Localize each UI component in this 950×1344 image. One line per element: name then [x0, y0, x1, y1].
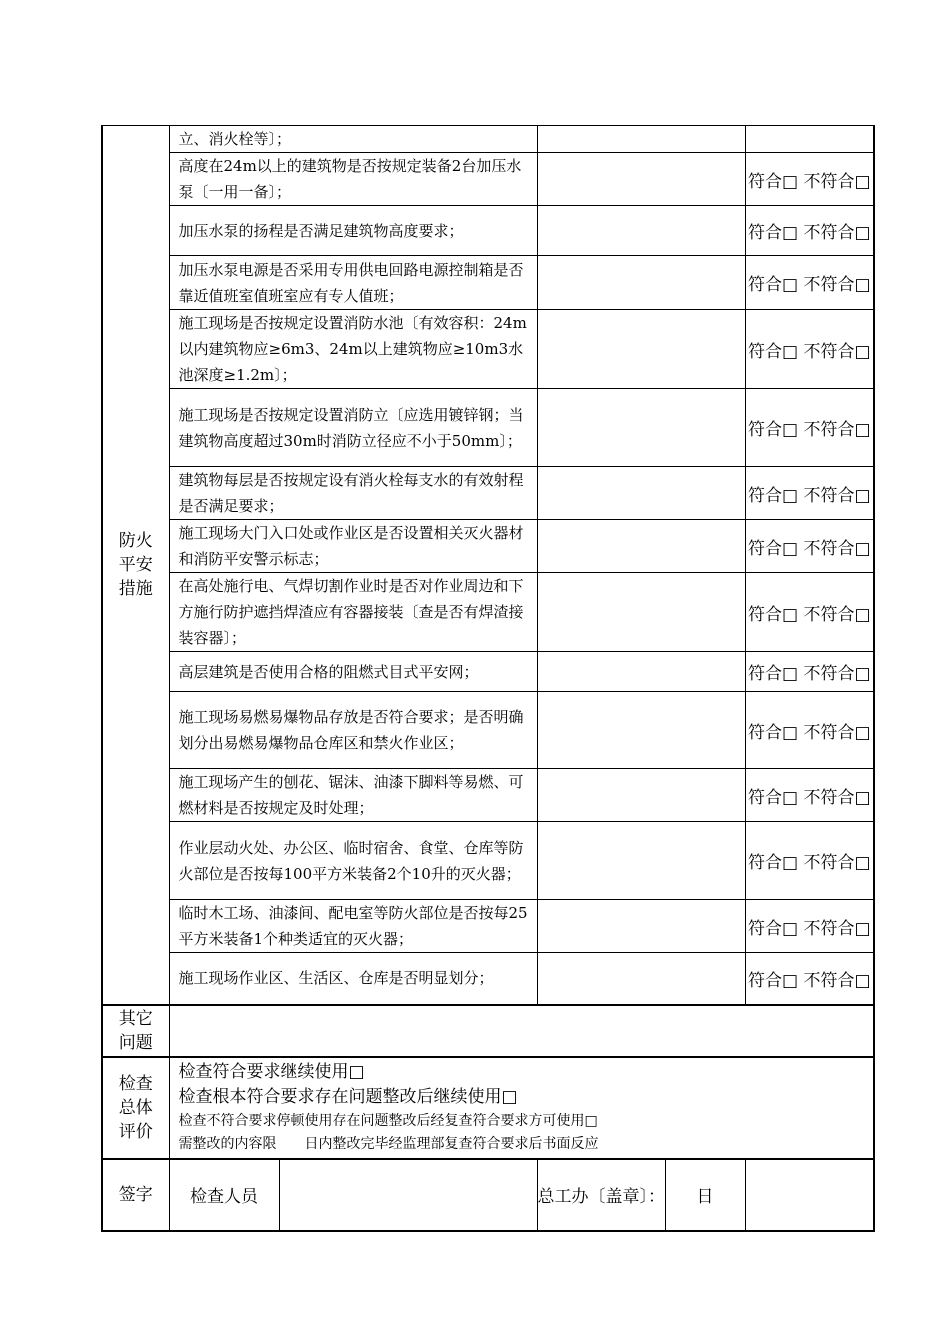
other-issues-label: 其它 问题: [102, 1005, 169, 1057]
fire-check-item: 高层建筑是否使用合格的阻燃式目式平安网；: [169, 652, 537, 692]
fire-check-result[interactable]: 符合□ 不符合□: [745, 953, 874, 1005]
fire-check-result[interactable]: [745, 126, 874, 153]
fire-check-row: [102, 310, 874, 389]
fire-check-row: [102, 692, 874, 769]
fire-check-remark[interactable]: [537, 953, 745, 1005]
fire-check-result[interactable]: 符合□ 不符合□: [745, 153, 874, 206]
fire-check-remark[interactable]: [537, 389, 745, 467]
fire-check-result[interactable]: 符合□ 不符合□: [745, 389, 874, 467]
fire-check-remark[interactable]: [537, 692, 745, 769]
inspector-signature-field[interactable]: [279, 1159, 537, 1231]
fire-check-row: [102, 652, 874, 692]
fire-check-row: [102, 953, 874, 1005]
fire-check-row: [102, 520, 874, 573]
fire-check-item: 施工现场作业区、生活区、仓库是否明显划分；: [169, 953, 537, 1005]
fire-check-remark[interactable]: [537, 310, 745, 389]
fire-check-item: 临时木工场、油漆间、配电室等防火部位是否按每25平方米装备1个种类适宜的灭火器；: [169, 900, 537, 953]
fire-safety-category-label: 防火 平安 措施: [102, 126, 169, 1005]
fire-check-row: [102, 206, 874, 256]
fire-check-result[interactable]: 符合□ 不符合□: [745, 310, 874, 389]
fire-check-row: [102, 900, 874, 953]
fire-check-remark[interactable]: [537, 822, 745, 900]
fire-check-item: 在高处施行电、气焊切割作业时是否对作业周边和下方施行防护遮挡焊渣应有容器接装〔查是否有焊渣接装容器〕；: [169, 573, 537, 652]
fire-check-result[interactable]: 符合□ 不符合□: [745, 652, 874, 692]
fire-check-remark[interactable]: [537, 573, 745, 652]
fire-check-remark[interactable]: [537, 206, 745, 256]
inspector-label: 检查人员: [169, 1159, 279, 1231]
fire-check-result[interactable]: 符合□ 不符合□: [745, 769, 874, 822]
fire-check-item: 作业层动火处、办公区、临时宿舍、食堂、仓库等防火部位是否按每100平方米装备2个10升的灭火器；: [169, 822, 537, 900]
fire-check-item: 施工现场易燃易爆物品存放是否符合要求；是否明确划分出易燃易爆物品仓库区和禁火作业区；: [169, 692, 537, 769]
evaluation-line-3[interactable]: 检查不符合要求停顿使用存在问题整改后经复查符合要求方可使用□: [178, 1112, 598, 1129]
fire-check-result[interactable]: 符合□ 不符合□: [745, 822, 874, 900]
fire-check-result[interactable]: 符合□ 不符合□: [745, 573, 874, 652]
fire-check-item: 施工现场大门入口处或作业区是否设置相关灭火器材和消防平安警示标志；: [169, 520, 537, 573]
evaluation-content: [169, 1057, 874, 1159]
fire-check-row: [102, 822, 874, 900]
fire-check-result[interactable]: 符合□ 不符合□: [745, 206, 874, 256]
fire-check-row: [102, 126, 874, 153]
evaluation-line-1[interactable]: 检查符合要求继续使用□: [178, 1061, 365, 1082]
fire-check-row: [102, 467, 874, 520]
fire-check-remark[interactable]: [537, 900, 745, 953]
office-stamp-label: 总工办〔盖章〕：: [537, 1159, 665, 1231]
fire-check-item: 立、消火栓等〕；: [169, 126, 537, 153]
signature-label: 签字: [102, 1159, 169, 1231]
fire-check-item: 施工现场是否按规定设置消防水池〔有效容积：24m以内建筑物应≥6m3、24m以上建筑物应≥10m3水池深度≥1.2m〕；: [169, 310, 537, 389]
fire-check-item: 高度在24m以上的建筑物是否按规定装备2台加压水泵〔一用一备〕；: [169, 153, 537, 206]
fire-check-row: [102, 389, 874, 467]
fire-check-remark[interactable]: [537, 256, 745, 310]
fire-check-result[interactable]: 符合□ 不符合□: [745, 520, 874, 573]
fire-check-row: [102, 769, 874, 822]
fire-check-remark[interactable]: [537, 467, 745, 520]
fire-check-item: 建筑物每层是否按规定设有消火栓每支水的有效射程是否满足要求；: [169, 467, 537, 520]
date-field[interactable]: [745, 1159, 874, 1231]
fire-check-result[interactable]: 符合□ 不符合□: [745, 256, 874, 310]
fire-check-remark[interactable]: [537, 769, 745, 822]
fire-check-row: [102, 153, 874, 206]
fire-check-result[interactable]: 符合□ 不符合□: [745, 467, 874, 520]
evaluation-line-2[interactable]: 检查根本符合要求存在问题整改后继续使用□: [178, 1086, 518, 1107]
evaluation-label: 检查 总体 评价: [102, 1057, 169, 1159]
fire-check-remark[interactable]: [537, 520, 745, 573]
fire-check-item: 施工现场产生的刨花、锯沫、油漆下脚料等易燃、可燃材料是否按规定及时处理；: [169, 769, 537, 822]
fire-check-remark[interactable]: [537, 652, 745, 692]
fire-check-row: [102, 256, 874, 310]
fire-check-remark[interactable]: [537, 126, 745, 153]
fire-check-result[interactable]: 符合□ 不符合□: [745, 692, 874, 769]
fire-check-item: 施工现场是否按规定设置消防立〔应选用镀锌钢；当建筑物高度超过30m时消防立径应不小于50mm〕；: [169, 389, 537, 467]
fire-check-item: 加压水泵电源是否采用专用供电回路电源控制箱是否靠近值班室值班室应有专人值班；: [169, 256, 537, 310]
fire-check-row: [102, 573, 874, 652]
fire-check-remark[interactable]: [537, 153, 745, 206]
fire-check-result[interactable]: 符合□ 不符合□: [745, 900, 874, 953]
inspection-form: [101, 125, 875, 1232]
day-label: 日: [665, 1159, 745, 1231]
evaluation-line-4: 需整改的内容限 日内整改完毕经监理部复查符合要求后书面反应: [178, 1135, 599, 1152]
other-issues-content[interactable]: [169, 1005, 874, 1057]
fire-check-item: 加压水泵的扬程是否满足建筑物高度要求；: [169, 206, 537, 256]
